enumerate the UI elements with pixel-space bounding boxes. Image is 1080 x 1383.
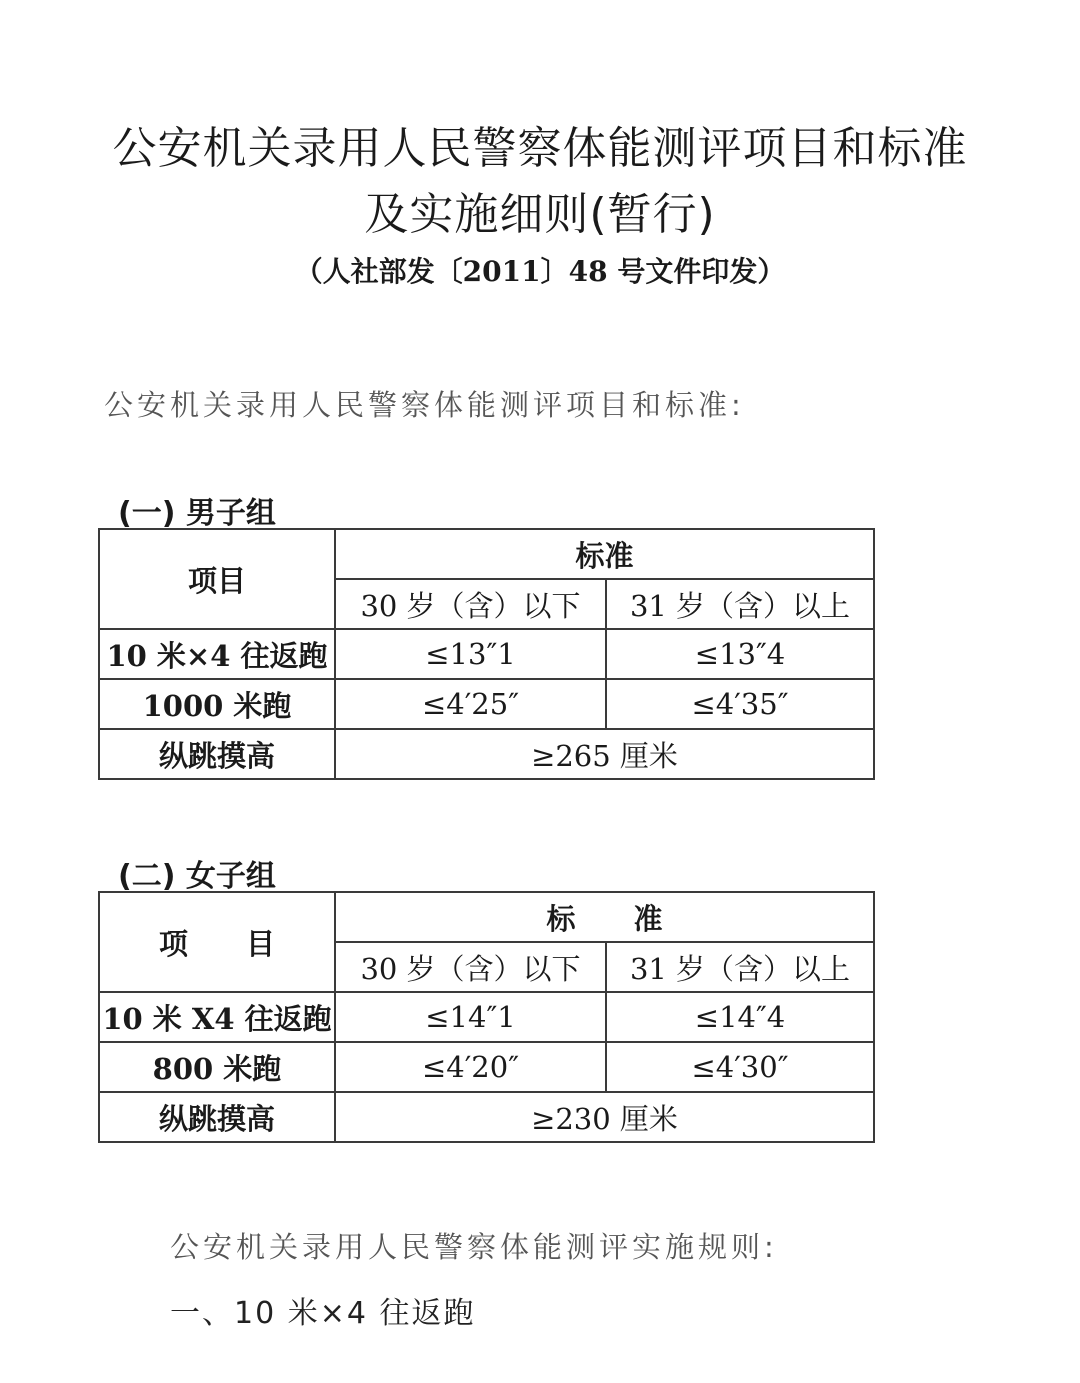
header-item-cell: 项 目 [99, 892, 335, 992]
header-age-old-cell: 31 岁（含）以上 [606, 579, 874, 629]
old-standard-cell: ≤4′30″ [606, 1042, 874, 1092]
item-cell: 1000 米跑 [99, 679, 335, 729]
women-standards-table [98, 891, 875, 1143]
table-row [99, 992, 874, 1042]
standards-intro-text: 公安机关录用人民警察体能测评项目和标准: [104, 388, 745, 422]
rules-intro-text: 公安机关录用人民警察体能测评实施规则: [170, 1230, 778, 1264]
men-group-heading: (一) 男子组 [118, 496, 276, 531]
document-title-line-2: 及实施细则(暂行) [364, 189, 716, 240]
header-standard-cell: 标 准 [335, 892, 874, 942]
table-row [99, 629, 874, 679]
jump-standard-cell: ≥265 厘米 [335, 729, 874, 779]
jump-standard-cell: ≥230 厘米 [335, 1092, 874, 1142]
header-age-young-cell: 30 岁（含）以下 [335, 579, 606, 629]
old-standard-cell: ≤4′35″ [606, 679, 874, 729]
item-cell: 800 米跑 [99, 1042, 335, 1092]
young-standard-cell: ≤4′20″ [335, 1042, 606, 1092]
document-title-line-1: 公安机关录用人民警察体能测评项目和标准 [112, 123, 968, 174]
men-standards-table [98, 528, 875, 780]
table-row [99, 892, 874, 942]
rule-one-heading: 一、10 米×4 往返跑 [170, 1296, 476, 1331]
table-row [99, 679, 874, 729]
item-cell: 10 米 X4 往返跑 [99, 992, 335, 1042]
header-item-cell: 项目 [99, 529, 335, 629]
item-cell: 纵跳摸高 [99, 729, 335, 779]
table-row [99, 529, 874, 579]
young-standard-cell: ≤13″1 [335, 629, 606, 679]
table-row [99, 1092, 874, 1142]
old-standard-cell: ≤13″4 [606, 629, 874, 679]
item-cell: 10 米×4 往返跑 [99, 629, 335, 679]
table-row [99, 1042, 874, 1092]
document-subtitle: （人社部发〔2011〕48 号文件印发） [294, 255, 786, 288]
header-age-old-cell: 31 岁（含）以上 [606, 942, 874, 992]
table-row [99, 729, 874, 779]
young-standard-cell: ≤14″1 [335, 992, 606, 1042]
young-standard-cell: ≤4′25″ [335, 679, 606, 729]
old-standard-cell: ≤14″4 [606, 992, 874, 1042]
header-age-young-cell: 30 岁（含）以下 [335, 942, 606, 992]
item-cell: 纵跳摸高 [99, 1092, 335, 1142]
header-standard-cell: 标准 [335, 529, 874, 579]
women-group-heading: (二) 女子组 [118, 859, 276, 894]
